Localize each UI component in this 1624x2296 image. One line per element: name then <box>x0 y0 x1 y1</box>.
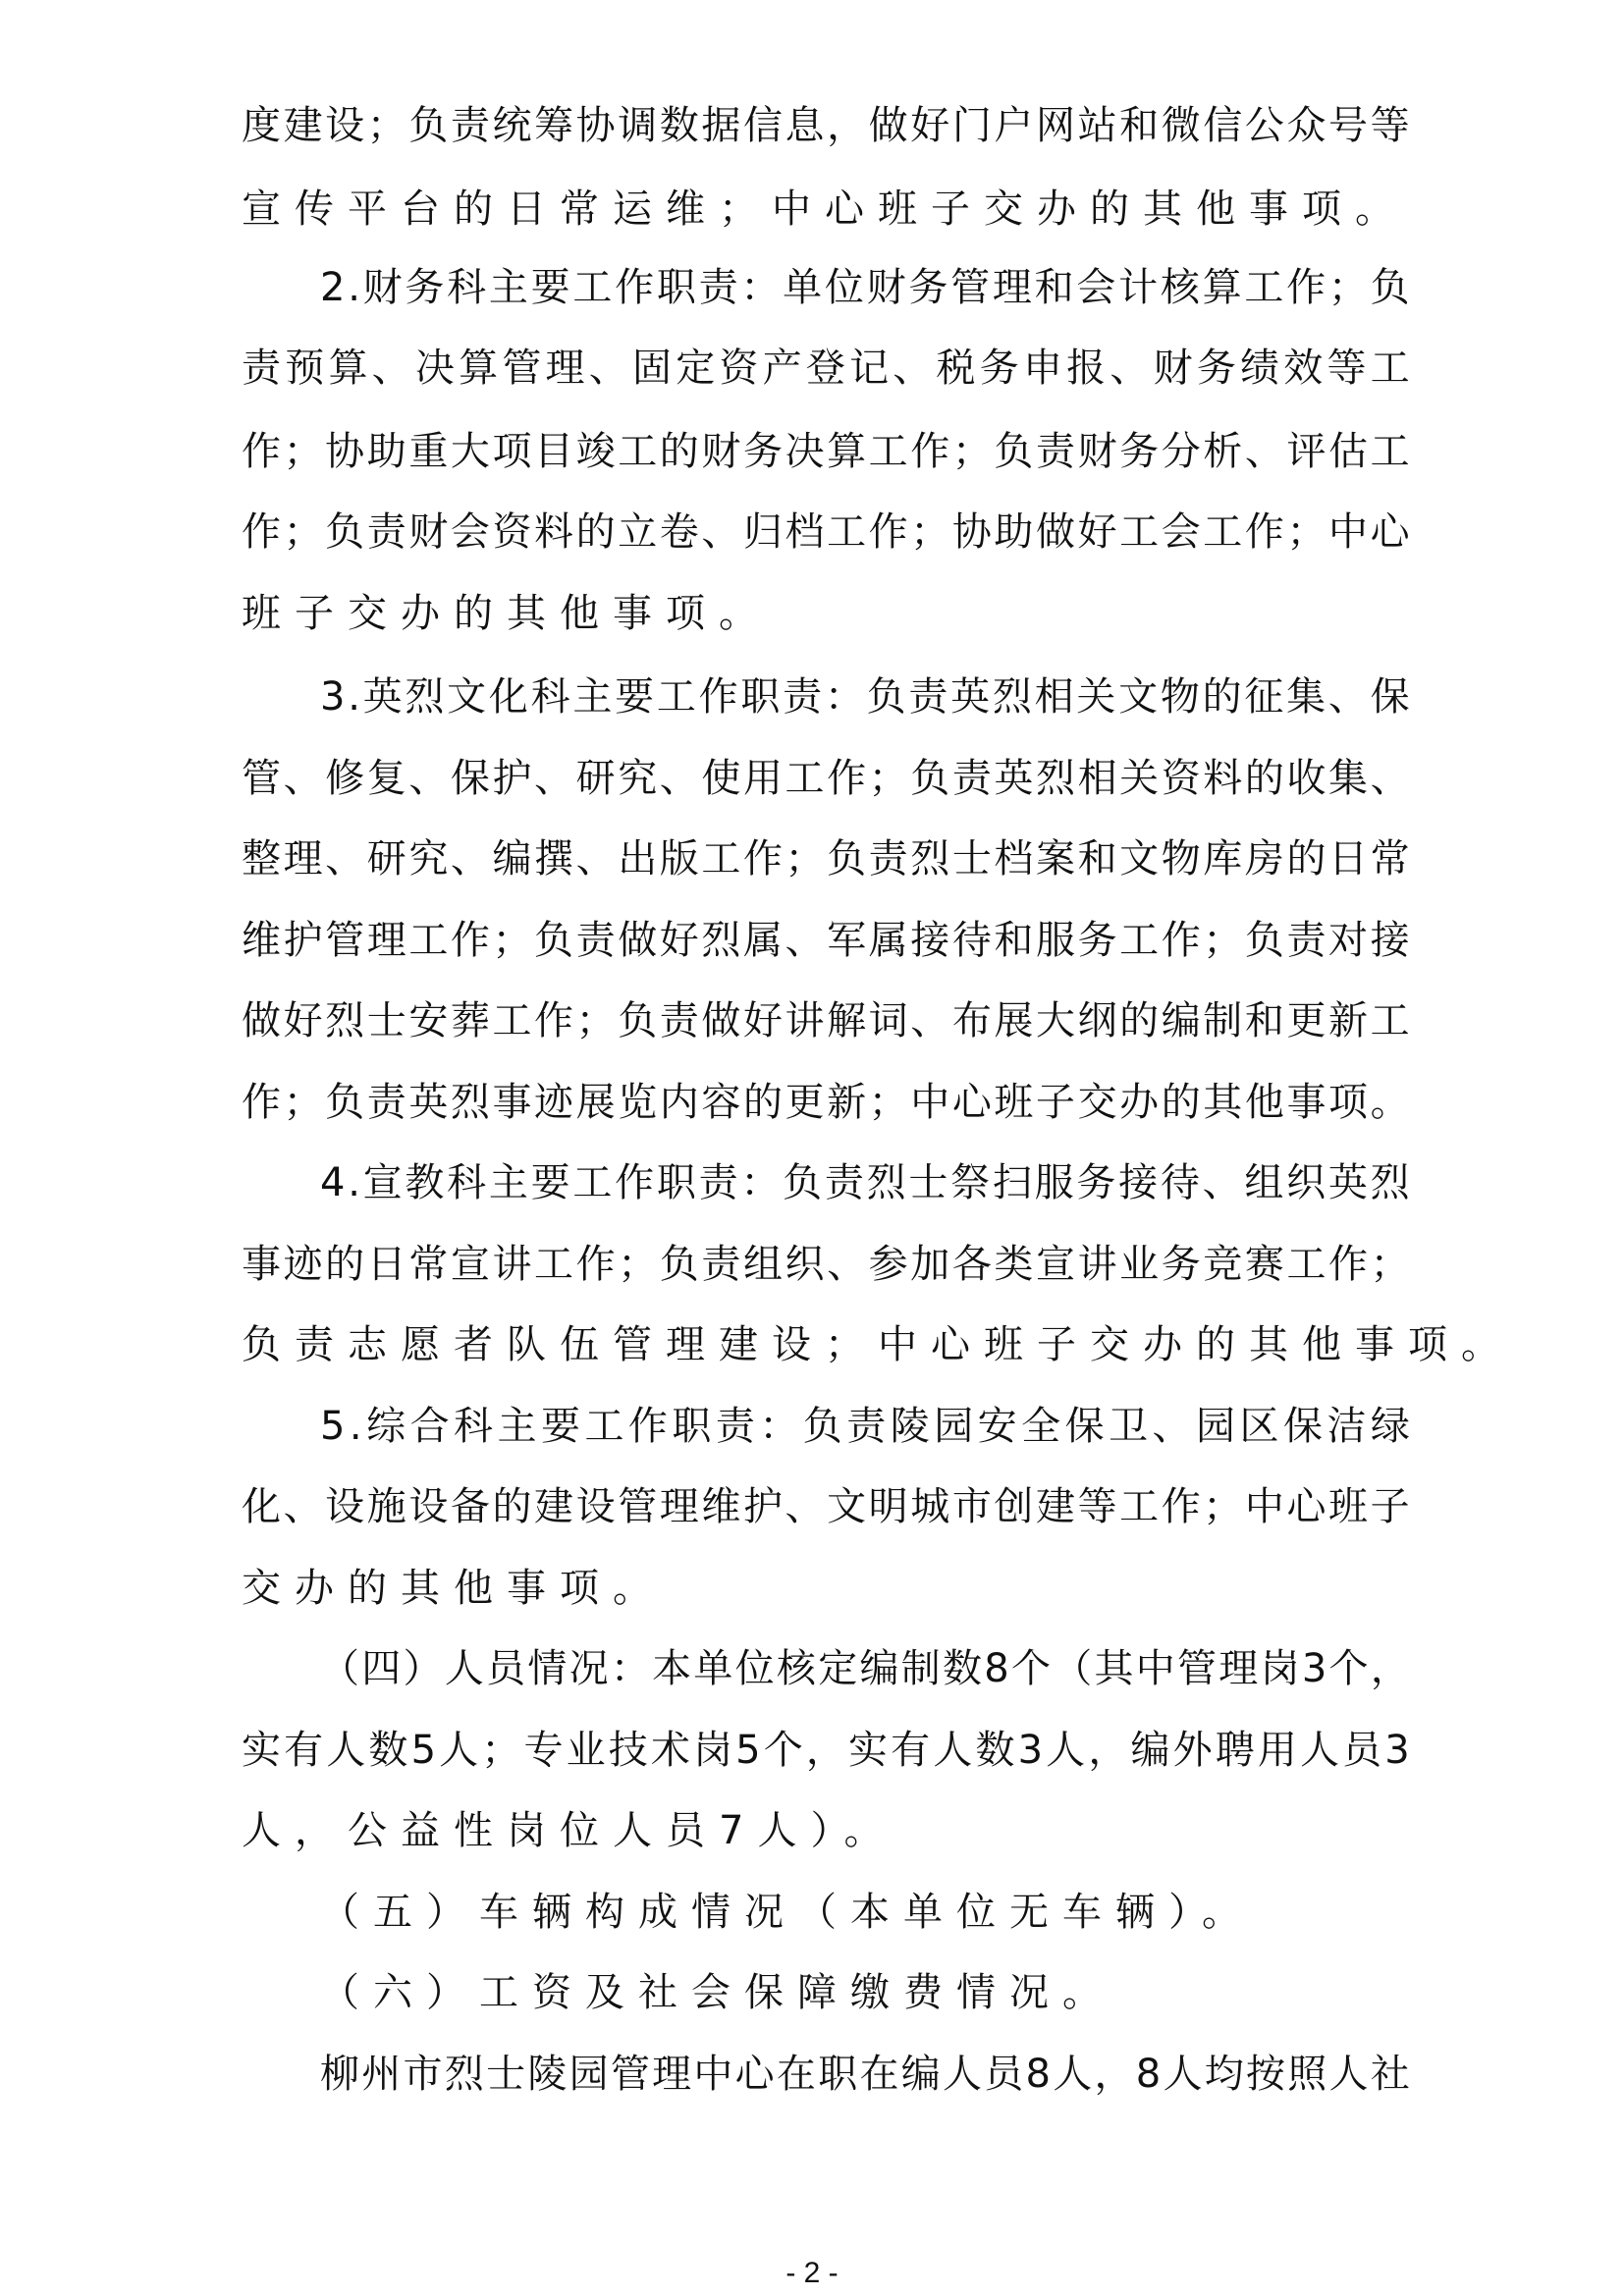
text-line: 事 迹 的 日 常 宣 讲 工 作 ； 负 责 组 织 、 参 加 各 类 宣 讲 业 务 竞 赛 工 作 ； <box>242 1242 1410 1287</box>
text-line: 3 . 英 烈 文 化 科 主 要 工 作 职 责 ： 负 责 英 烈 相 关 文 物 的 征 集 、 保 <box>320 674 1410 720</box>
text-line: 负责志愿者队伍管理建设；中心班子交办的其他事项。 <box>242 1322 1514 1367</box>
text-line: 作 ； 协 助 重 大 项 目 竣 工 的 财 务 决 算 工 作 ； 负 责 财 务 分 析 、 评 估 工 <box>242 429 1410 474</box>
text-line: 交办的其他事项。 <box>242 1566 666 1611</box>
text-line: 责 预 算 、 决 算 管 理 、 固 定 资 产 登 记 、 税 务 申 报 、 财 务 绩 效 等 工 <box>242 346 1410 391</box>
text-line: （六）工资及社会保障缴费情况。 <box>320 1970 1115 2015</box>
text-line: 整 理 、 研 究 、 编 撰 、 出 版 工 作 ； 负 责 烈 士 档 案 和 文 物 库 房 的 日 常 <box>242 836 1410 881</box>
text-line: 4 . 宣 教 科 主 要 工 作 职 责 ： 负 责 烈 士 祭 扫 服 务 接 待 、 组 织 英 烈 <box>320 1160 1410 1205</box>
page-number: - 2 - <box>785 2257 839 2289</box>
text-line: 作 ； 负 责 英 烈 事 迹 展 览 内 容 的 更 新 ； 中 心 班 子 交 办 的 其 他 事 项 。 <box>242 1080 1410 1125</box>
text-line: 度 建 设 ； 负 责 统 筹 协 调 数 据 信 息 ， 做 好 门 户 网 站 和 微 信 公 众 号 等 <box>242 103 1410 148</box>
text-line: 5 . 综 合 科 主 要 工 作 职 责 ： 负 责 陵 园 安 全 保 卫 、 园 区 保 洁 绿 <box>320 1404 1410 1449</box>
text-line: 宣传平台的日常运维；中心班子交办的其他事项。 <box>242 187 1408 232</box>
text-line: 实 有 人 数 5 人 ； 专 业 技 术 岗 5 个 ， 实 有 人 数 3 人 ， 编 外 聘 用 人 员 3 <box>242 1728 1410 1773</box>
text-line: 柳 州 市 烈 士 陵 园 管 理 中 心 在 职 在 编 人 员 8 人 ， 8 人 均 按 照 人 社 <box>320 2052 1410 2097</box>
text-line: 作 ； 负 责 财 会 资 料 的 立 卷 、 归 档 工 作 ； 协 助 做 好 工 会 工 作 ； 中 心 <box>242 509 1410 555</box>
text-line: 做 好 烈 士 安 葬 工 作 ； 负 责 做 好 讲 解 词 、 布 展 大 纲 的 编 制 和 更 新 工 <box>242 998 1410 1043</box>
text-line: 化 、 设 施 设 备 的 建 设 管 理 维 护 、 文 明 城 市 创 建 等 工 作 ； 中 心 班 子 <box>242 1484 1410 1529</box>
text-line: 管 、 修 复 、 保 护 、 研 究 、 使 用 工 作 ； 负 责 英 烈 相 关 资 料 的 收 集 、 <box>242 756 1410 801</box>
text-line: 维 护 管 理 工 作 ； 负 责 做 好 烈 属 、 军 属 接 待 和 服 务 工 作 ； 负 责 对 接 <box>242 918 1410 963</box>
text-line: 2 . 财 务 科 主 要 工 作 职 责 ： 单 位 财 务 管 理 和 会 计 核 算 工 作 ； 负 <box>320 265 1410 310</box>
text-line: 班子交办的其他事项。 <box>242 591 772 636</box>
text-line: 人，公益性岗位人员7人）。 <box>242 1808 897 1853</box>
text-line: （五）车辆构成情况（本单位无车辆）。 <box>320 1890 1255 1935</box>
text-line: （ 四 ） 人 员 情 况 ： 本 单 位 核 定 编 制 数 8 个 （ 其 中 管 理 岗 3 个 ， <box>320 1646 1410 1691</box>
